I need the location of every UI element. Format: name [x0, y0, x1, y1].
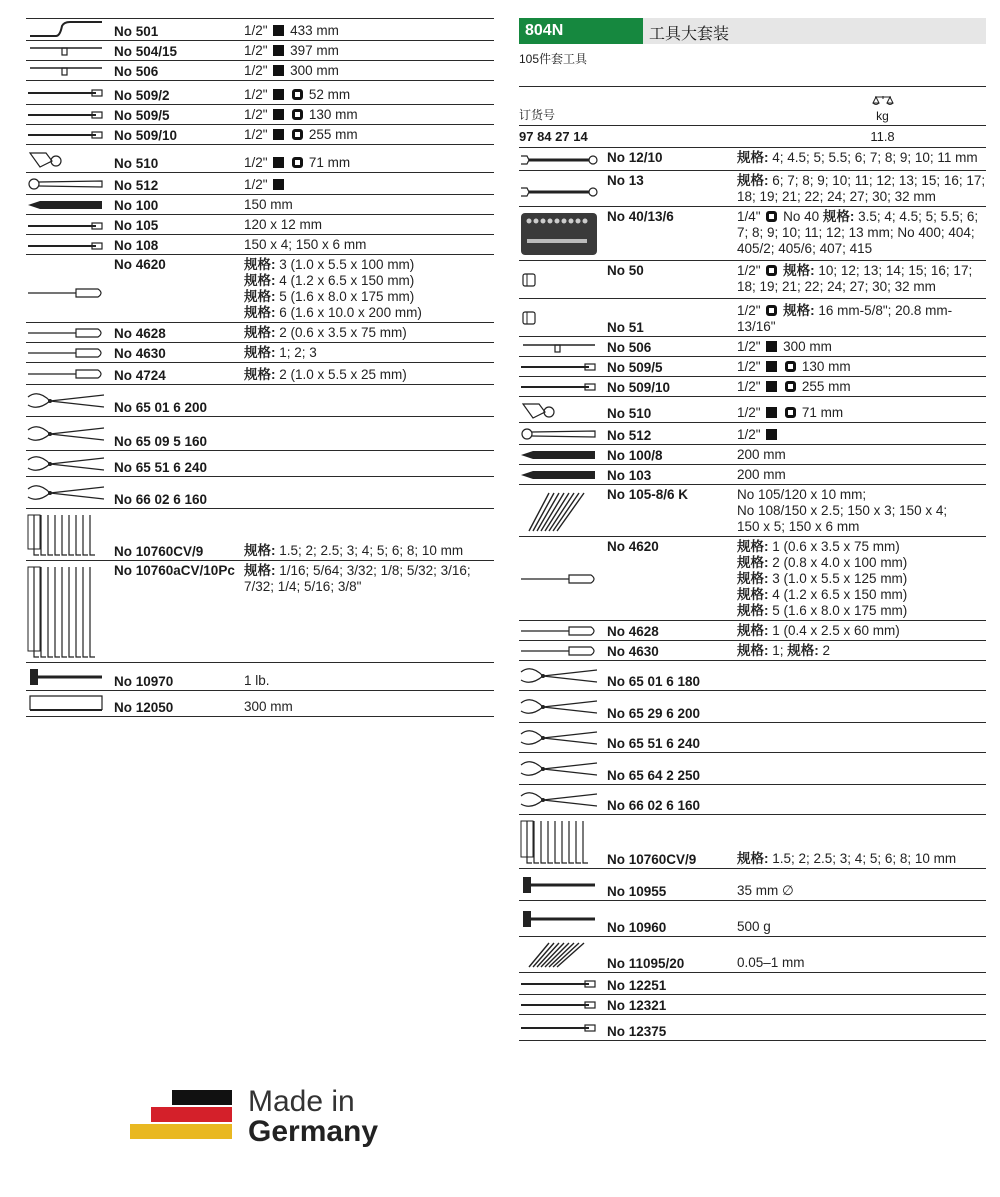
tool-spec: 0.05–1 mm	[737, 936, 986, 972]
tool-row	[26, 81, 494, 105]
tool-spec: 1/2" 71 mm	[737, 396, 986, 422]
tool-spec	[737, 660, 986, 690]
article-number: No 510	[114, 145, 244, 173]
file-icon	[519, 1017, 599, 1039]
article-number: No 108	[114, 235, 244, 255]
tool-row	[26, 323, 494, 343]
tool-spec: 1/2"	[737, 422, 986, 444]
article-number: No 10960	[607, 900, 737, 936]
weight-unit: kg	[876, 109, 889, 123]
combination-wrench-icon	[519, 179, 599, 205]
tool-spec	[244, 385, 494, 417]
offset-wrench-icon	[26, 21, 106, 39]
article-number: No 509/5	[607, 356, 737, 376]
order-row	[519, 126, 986, 148]
tool-row	[519, 422, 986, 444]
tool-spec: 120 x 12 mm	[244, 215, 494, 235]
socket-set-case-icon	[519, 209, 599, 259]
tool-row	[519, 336, 986, 356]
article-number: No 10760aCV/10Pc	[114, 561, 244, 663]
article-number: No 66 02 6 160	[607, 784, 737, 814]
article-number: No 510	[607, 396, 737, 422]
made-in-germany-logo	[130, 1087, 400, 1157]
tool-row	[519, 814, 986, 868]
tool-spec: 1/2" 397 mm	[244, 41, 494, 61]
hex-drive-icon	[766, 265, 777, 276]
article-number: No 100	[114, 195, 244, 215]
right-column	[519, 18, 986, 1041]
article-number: No 509/5	[114, 105, 244, 125]
tool-spec: 1/2" 300 mm	[244, 61, 494, 81]
tool-spec	[244, 477, 494, 509]
tool-spec: 1/2" 300 mm	[737, 336, 986, 356]
tool-spec: 1/2" 130 mm	[737, 356, 986, 376]
article-number: No 50	[607, 260, 737, 298]
left-column	[26, 18, 494, 717]
article-number: No 65 01 6 200	[114, 385, 244, 417]
tool-row	[26, 385, 494, 417]
hex-drive-icon	[766, 211, 777, 222]
article-number: No 12375	[607, 1014, 737, 1040]
article-number: No 40/13/6	[607, 206, 737, 260]
tool-row	[519, 376, 986, 396]
tool-spec: 规格: 2 (0.6 x 3.5 x 75 mm)	[244, 323, 494, 343]
square-drive-icon	[273, 179, 284, 190]
tool-spec: 1/2" 255 mm	[244, 125, 494, 145]
water-pump-pliers-icon	[26, 453, 106, 475]
tool-row	[519, 660, 986, 690]
tool-spec	[244, 451, 494, 477]
tool-row	[26, 663, 494, 691]
hex-drive-icon	[785, 407, 796, 418]
tool-spec: 150 mm	[244, 195, 494, 215]
tool-row	[26, 451, 494, 477]
square-drive-icon	[273, 25, 284, 36]
pin-punch-icon	[26, 239, 106, 253]
hex-key-set-icon	[519, 817, 599, 867]
universal-joint-icon	[519, 399, 599, 421]
machinist-hammer-icon	[519, 903, 599, 935]
tool-row	[519, 170, 986, 206]
right-tool-table	[519, 148, 986, 1041]
ratchet-icon	[26, 175, 106, 193]
tool-row	[26, 105, 494, 125]
tool-row	[26, 173, 494, 195]
article-number: No 12/10	[607, 148, 737, 170]
extension-bar-icon	[26, 107, 106, 123]
article-number: No 509/2	[114, 81, 244, 105]
tool-row	[519, 206, 986, 260]
combination-pliers-icon	[26, 387, 106, 415]
logo-line-2: Germany	[248, 1115, 379, 1148]
article-number: No 65 51 6 240	[114, 451, 244, 477]
article-number: No 10955	[607, 868, 737, 900]
square-drive-icon	[273, 65, 284, 76]
tool-row	[519, 640, 986, 660]
tool-spec: 150 x 4; 150 x 6 mm	[244, 235, 494, 255]
square-drive-icon	[273, 157, 284, 168]
tool-spec	[737, 722, 986, 752]
hex-drive-icon	[292, 109, 303, 120]
square-drive-icon	[273, 45, 284, 56]
tool-row	[519, 868, 986, 900]
set-subtitle: 105件套工具	[519, 52, 588, 66]
hex-drive-icon	[292, 89, 303, 100]
tool-row	[26, 255, 494, 323]
screwdriver-icon	[519, 539, 599, 619]
tool-spec: 1/2" 71 mm	[244, 145, 494, 173]
tool-spec: 规格: 1 (0.4 x 2.5 x 60 mm)	[737, 620, 986, 640]
order-number-label: 订货号	[519, 108, 556, 122]
hex-drive-icon	[785, 361, 796, 372]
chisel-icon	[26, 197, 106, 213]
tool-row	[26, 195, 494, 215]
article-number: No 100/8	[607, 444, 737, 464]
tool-spec: 1/2" 52 mm	[244, 81, 494, 105]
punch-icon	[26, 219, 106, 233]
tool-row	[519, 690, 986, 722]
tool-spec: 规格: 6; 7; 8; 9; 10; 11; 12; 13; 15; 16; 17; 18; 19; 21; 22; 24; 27; 30; 32 mm	[737, 170, 986, 206]
sliding-t-bar-icon	[26, 43, 106, 59]
tool-row	[26, 145, 494, 173]
tool-spec: 规格: 1; 2; 3	[244, 343, 494, 363]
tool-row	[26, 125, 494, 145]
tool-row	[519, 298, 986, 336]
hex-drive-icon	[785, 381, 796, 392]
article-number: No 504/15	[114, 41, 244, 61]
hex-key-pouch-icon	[26, 563, 106, 661]
weight-header	[779, 95, 986, 123]
tool-spec	[737, 994, 986, 1014]
stubby-screwdriver-icon	[26, 365, 106, 383]
tool-row	[519, 994, 986, 1014]
scale-icon	[872, 95, 894, 107]
tool-spec: 1/2" 130 mm	[244, 105, 494, 125]
screwdriver-icon	[26, 325, 106, 341]
tool-row	[519, 936, 986, 972]
hex-drive-icon	[766, 305, 777, 316]
tool-spec: 规格: 3 (1.0 x 5.5 x 100 mm) 规格: 4 (1.2 x 6.5 x 150 mm) 规格: 5 (1.6 x 8.0 x 175 mm) 规格: 6 (1.6 x 10.0 x 200 mm)	[244, 255, 494, 323]
tool-spec: 规格: 2 (1.0 x 5.5 x 25 mm)	[244, 363, 494, 385]
chisel-icon	[519, 467, 599, 483]
square-drive-icon	[766, 407, 777, 418]
left-tool-table	[26, 18, 494, 717]
logo-line-1: Made in	[248, 1085, 355, 1118]
tester-icon	[519, 975, 599, 993]
hex-key-set-icon	[26, 511, 106, 559]
tool-spec: 规格: 1 (0.6 x 3.5 x 75 mm) 规格: 2 (0.8 x 4.0 x 100 mm) 规格: 3 (1.0 x 5.5 x 125 mm) 规格: 4 (1.2 x 6.5 x 150 mm) 规格: 5 (1.6 x 8.0 x 175 mm)	[737, 536, 986, 620]
scriber-icon	[519, 997, 599, 1013]
tool-spec: 规格: 1; 规格: 2	[737, 640, 986, 660]
article-number: No 4628	[114, 323, 244, 343]
tool-spec: 300 mm	[244, 691, 494, 717]
phillips-screwdriver-icon	[26, 345, 106, 361]
article-number: No 4724	[114, 363, 244, 385]
article-number: No 506	[114, 61, 244, 81]
tool-row	[26, 509, 494, 561]
article-number: No 10970	[114, 663, 244, 691]
needle-nose-pliers-icon	[519, 693, 599, 721]
tool-spec	[244, 417, 494, 451]
set-weight: 11.8	[870, 129, 895, 144]
tool-spec: 1/2" 规格: 16 mm-5/8"; 20.8 mm-13/16"	[737, 298, 986, 336]
punch-set-icon	[519, 489, 599, 535]
screwdriver-icon	[519, 623, 599, 639]
t-handle-icon	[519, 341, 599, 355]
article-number: No 13	[607, 170, 737, 206]
article-number: No 4620	[114, 255, 244, 323]
socket-icon	[519, 263, 599, 297]
tool-row	[26, 19, 494, 41]
article-number: No 4620	[607, 536, 737, 620]
hacksaw-icon	[26, 693, 106, 715]
article-number: No 12321	[607, 994, 737, 1014]
tool-row	[519, 444, 986, 464]
tool-spec: 1/2" 433 mm	[244, 19, 494, 41]
extension-bar-icon	[519, 379, 599, 395]
tool-row	[26, 235, 494, 255]
square-drive-icon	[273, 89, 284, 100]
square-drive-icon	[273, 129, 284, 140]
set-title: 工具大套装	[643, 18, 986, 44]
article-number: No 10760CV/9	[607, 814, 737, 868]
order-header	[519, 86, 986, 126]
tool-row	[26, 215, 494, 235]
article-number: No 509/10	[607, 376, 737, 396]
article-number: No 105	[114, 215, 244, 235]
article-number: No 512	[607, 422, 737, 444]
article-number: No 12050	[114, 691, 244, 717]
tool-spec	[737, 690, 986, 722]
tool-row	[519, 464, 986, 484]
locking-pliers-icon	[519, 755, 599, 783]
tool-row	[26, 41, 494, 61]
article-number: No 105-8/6 K	[607, 484, 737, 536]
article-number: No 65 09 5 160	[114, 417, 244, 451]
phillips-screwdriver-icon	[519, 643, 599, 659]
extension-bar-icon	[26, 83, 106, 103]
diagonal-cutter-icon	[519, 787, 599, 813]
tool-row	[519, 722, 986, 752]
square-drive-icon	[766, 429, 777, 440]
tool-spec: No 105/120 x 10 mm; No 108/150 x 2.5; 150 x 3; 150 x 4; 150 x 5; 150 x 6 mm	[737, 484, 986, 536]
article-number: No 65 51 6 240	[607, 722, 737, 752]
order-number: 97 84 27 14	[519, 129, 588, 144]
ratchet-icon	[519, 425, 599, 443]
feeler-gauge-icon	[519, 939, 599, 971]
tool-spec: 规格: 1/16; 5/64; 3/32; 1/8; 5/32; 3/16; 7/32; 1/4; 5/16; 3/8"	[244, 561, 494, 663]
square-drive-icon	[766, 341, 777, 352]
water-pump-pliers-icon	[519, 725, 599, 751]
article-number: No 4630	[114, 343, 244, 363]
open-end-wrench-icon	[519, 151, 599, 169]
article-number: No 65 01 6 180	[607, 660, 737, 690]
german-flag-icon	[130, 1090, 232, 1141]
article-number: No 512	[114, 173, 244, 195]
extension-bar-icon	[519, 359, 599, 375]
tool-spec	[737, 752, 986, 784]
tool-row	[26, 363, 494, 385]
tool-row	[26, 417, 494, 451]
tool-spec: 规格: 1.5; 2; 2.5; 3; 4; 5; 6; 8; 10 mm	[737, 814, 986, 868]
article-number: No 51	[607, 298, 737, 336]
tool-row	[519, 396, 986, 422]
article-number: No 65 29 6 200	[607, 690, 737, 722]
tool-spec: 1 lb.	[244, 663, 494, 691]
article-number: No 12251	[607, 972, 737, 994]
tool-spec	[737, 784, 986, 814]
tool-row	[26, 477, 494, 509]
tool-row	[26, 691, 494, 717]
tool-row	[519, 356, 986, 376]
hex-drive-icon	[292, 129, 303, 140]
set-header	[519, 18, 986, 44]
spark-plug-socket-icon	[519, 301, 599, 335]
tool-spec: 1/2"	[244, 173, 494, 195]
tool-spec	[737, 972, 986, 994]
tool-spec: 规格: 4; 4.5; 5; 5.5; 6; 7; 8; 9; 10; 11 mm	[737, 148, 986, 170]
tool-row	[519, 484, 986, 536]
article-number: No 509/10	[114, 125, 244, 145]
article-number: No 4630	[607, 640, 737, 660]
article-number: No 65 64 2 250	[607, 752, 737, 784]
universal-joint-icon	[26, 147, 106, 171]
tool-spec: 200 mm	[737, 464, 986, 484]
hammer-icon	[26, 665, 106, 689]
article-number: No 11095/20	[607, 936, 737, 972]
needle-nose-pliers-icon	[26, 419, 106, 449]
square-drive-icon	[273, 109, 284, 120]
tool-row	[519, 784, 986, 814]
square-drive-icon	[766, 361, 777, 372]
article-number: No 10760CV/9	[114, 509, 244, 561]
tool-spec: 1/4" No 40 规格: 3.5; 4; 4.5; 5; 5.5; 6; 7; 8; 9; 10; 11; 12; 13 mm; No 400; 404; 405/2; 405/6; 407; 415	[737, 206, 986, 260]
tool-spec: 规格: 1.5; 2; 2.5; 3; 4; 5; 6; 8; 10 mm	[244, 509, 494, 561]
set-code: 804N	[519, 18, 643, 44]
tool-row	[519, 1014, 986, 1040]
tool-spec: 35 mm ∅	[737, 868, 986, 900]
tool-row	[519, 536, 986, 620]
article-number: No 103	[607, 464, 737, 484]
square-drive-icon	[766, 381, 777, 392]
tool-row	[26, 561, 494, 663]
tool-row	[519, 972, 986, 994]
article-number: No 4628	[607, 620, 737, 640]
tool-row	[519, 260, 986, 298]
tool-spec: 1/2" 255 mm	[737, 376, 986, 396]
tool-row	[519, 148, 986, 170]
combination-pliers-icon	[519, 663, 599, 689]
chisel-icon	[519, 447, 599, 463]
article-number: No 506	[607, 336, 737, 356]
tool-row	[519, 900, 986, 936]
tool-spec: 500 g	[737, 900, 986, 936]
tool-row	[26, 61, 494, 81]
hammer-icon	[519, 871, 599, 899]
tool-spec: 200 mm	[737, 444, 986, 464]
article-number: No 501	[114, 19, 244, 41]
extension-bar-icon	[26, 127, 106, 143]
tool-row	[519, 620, 986, 640]
tool-spec: 1/2" 规格: 10; 12; 13; 14; 15; 16; 17; 18; 19; 21; 22; 24; 27; 30; 32 mm	[737, 260, 986, 298]
article-number: No 66 02 6 160	[114, 477, 244, 509]
screwdriver-icon	[26, 265, 106, 321]
tool-row	[26, 343, 494, 363]
tool-spec	[737, 1014, 986, 1040]
hex-drive-icon	[292, 157, 303, 168]
t-handle-icon	[26, 63, 106, 79]
tool-row	[519, 752, 986, 784]
diagonal-cutter-icon	[26, 479, 106, 507]
